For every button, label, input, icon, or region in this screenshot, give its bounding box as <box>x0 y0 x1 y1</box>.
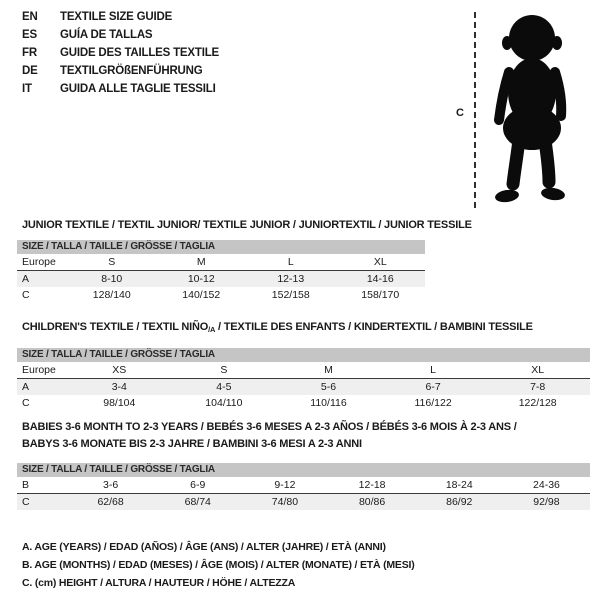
lang-code: FR <box>22 47 37 59</box>
lang-text: GUÍA DE TALLAS <box>60 29 153 41</box>
lang-row-en <box>22 8 219 26</box>
title-line-2: BABYS 3-6 MONATE BIS 2-3 JAHRE / BAMBINI 3-6 MESI A 2-3 ANNI <box>22 438 362 450</box>
months-cell: 3-6 <box>102 479 119 491</box>
children-size-table <box>17 348 590 411</box>
age-cell: 6-7 <box>425 381 441 393</box>
height-cell: 140/152 <box>182 289 221 301</box>
title-segment: CHILDREN'S TEXTILE / TEXTIL NIÑO <box>22 321 209 333</box>
age-cell: 4-5 <box>216 381 232 393</box>
height-cell: 152/158 <box>271 289 310 301</box>
age-cell: 8-10 <box>101 273 123 285</box>
size-header-band: SIZE / TALLA / TAILLE / GRÖSSE / TAGLIA <box>17 348 590 362</box>
row-label: C <box>22 289 30 301</box>
height-cell: 62/68 <box>97 496 124 508</box>
table-row-height <box>17 287 425 303</box>
title-subscript: /A <box>208 325 216 334</box>
note-age-years: A. AGE (YEARS) / EDAD (AÑOS) / ÂGE (ANS) / ALTER (JAHRE) / ETÀ (ANNI) <box>22 541 386 553</box>
age-cell: 3-4 <box>111 381 127 393</box>
height-cell: 92/98 <box>533 496 560 508</box>
months-cell: 12-18 <box>358 479 386 491</box>
height-cell: 122/128 <box>518 397 557 409</box>
height-cell: 98/104 <box>103 397 136 409</box>
table-row-height <box>17 395 590 411</box>
height-cell: 74/80 <box>271 496 299 508</box>
size-header-band: SIZE / TALLA / TAILLE / GRÖSSE / TAGLIA <box>17 463 590 477</box>
row-label: Europe <box>22 364 56 376</box>
row-label: A <box>22 381 30 393</box>
lang-text: TEXTILE SIZE GUIDE <box>60 11 173 23</box>
lang-code: DE <box>22 65 38 77</box>
months-cell: 24-36 <box>533 479 560 491</box>
junior-size-table <box>17 240 425 303</box>
table-row-age <box>17 271 425 287</box>
age-cell: 10-12 <box>187 273 215 285</box>
junior-table-title: JUNIOR TEXTILE / TEXTIL JUNIOR/ TEXTILE JUNIOR / JUNIORTEXTIL / JUNIOR TESSILE <box>22 219 472 231</box>
height-cell: 80/86 <box>358 496 386 508</box>
age-cell: 12-13 <box>277 273 305 285</box>
note-height-cm: C. (cm) HEIGHT / ALTURA / HAUTEUR / HÖHE / ALTEZZA <box>22 577 296 589</box>
babies-size-table <box>17 463 590 510</box>
lang-text: GUIDE DES TAILLES TEXTILE <box>60 47 219 59</box>
size-cell: M <box>324 364 333 376</box>
size-header-band: SIZE / TALLA / TAILLE / GRÖSSE / TAGLIA <box>17 240 425 254</box>
height-cell: 86/92 <box>446 496 473 508</box>
size-cell: XL <box>373 256 387 268</box>
lang-row-fr <box>22 44 219 62</box>
size-cell: XS <box>112 364 127 376</box>
age-cell: 7-8 <box>530 381 546 393</box>
title-segment: / TEXTILE DES ENFANTS / KINDERTEXTIL / BAMBINI TESSILE <box>215 321 533 333</box>
children-table-title <box>22 319 533 338</box>
lang-code: IT <box>22 83 32 95</box>
row-label: C <box>22 397 30 409</box>
lang-row-de <box>22 62 219 80</box>
height-cell: 158/170 <box>361 289 400 301</box>
size-cell: L <box>430 364 436 376</box>
months-cell: 6-9 <box>190 479 206 491</box>
height-cell: 128/140 <box>92 289 131 301</box>
lang-row-es <box>22 26 219 44</box>
table-row-age <box>17 379 590 395</box>
height-cell: 68/74 <box>184 496 211 508</box>
row-label: C <box>22 496 30 508</box>
row-label: A <box>22 273 30 285</box>
babies-table-title <box>22 419 517 453</box>
lang-text: GUIDA ALLE TAGLIE TESSILI <box>60 83 216 95</box>
height-cell: 104/110 <box>205 397 243 409</box>
size-cell: L <box>287 256 294 268</box>
lang-row-it <box>22 80 219 98</box>
months-cell: 9-12 <box>274 479 296 491</box>
table-row-europe <box>17 254 425 271</box>
height-measure-label: C <box>456 107 464 119</box>
lang-text: TEXTILGRÖßENFÜHRUNG <box>60 65 203 77</box>
size-cell: M <box>196 256 206 268</box>
size-cell: S <box>108 256 116 268</box>
table-row-europe <box>17 362 590 379</box>
note-age-months: B. AGE (MONTHS) / EDAD (MESES) / ÂGE (MOIS) / ALTER (MONATE) / ETÀ (MESI) <box>22 559 415 571</box>
height-cell: 116/122 <box>414 397 452 409</box>
table-row-months <box>17 477 590 494</box>
row-label: B <box>22 479 30 491</box>
language-header <box>22 8 219 98</box>
months-cell: 18-24 <box>445 479 473 491</box>
height-cell: 110/116 <box>310 397 347 409</box>
lang-code: ES <box>22 29 37 41</box>
height-dashed-line <box>474 12 476 208</box>
table-row-height <box>17 494 590 510</box>
age-cell: 14-16 <box>366 273 394 285</box>
row-label: Europe <box>22 256 56 268</box>
legend-notes <box>22 538 415 592</box>
toddler-silhouette-image <box>482 8 577 208</box>
title-line-1: BABIES 3-6 MONTH TO 2-3 YEARS / BEBÉS 3-6 MESES A 2-3 AÑOS / BÉBÉS 3-6 MOIS À 2-3 ANS / <box>22 421 517 433</box>
lang-code: EN <box>22 11 38 23</box>
size-cell: XL <box>531 364 545 376</box>
age-cell: 5-6 <box>320 381 337 393</box>
size-cell: S <box>220 364 228 376</box>
